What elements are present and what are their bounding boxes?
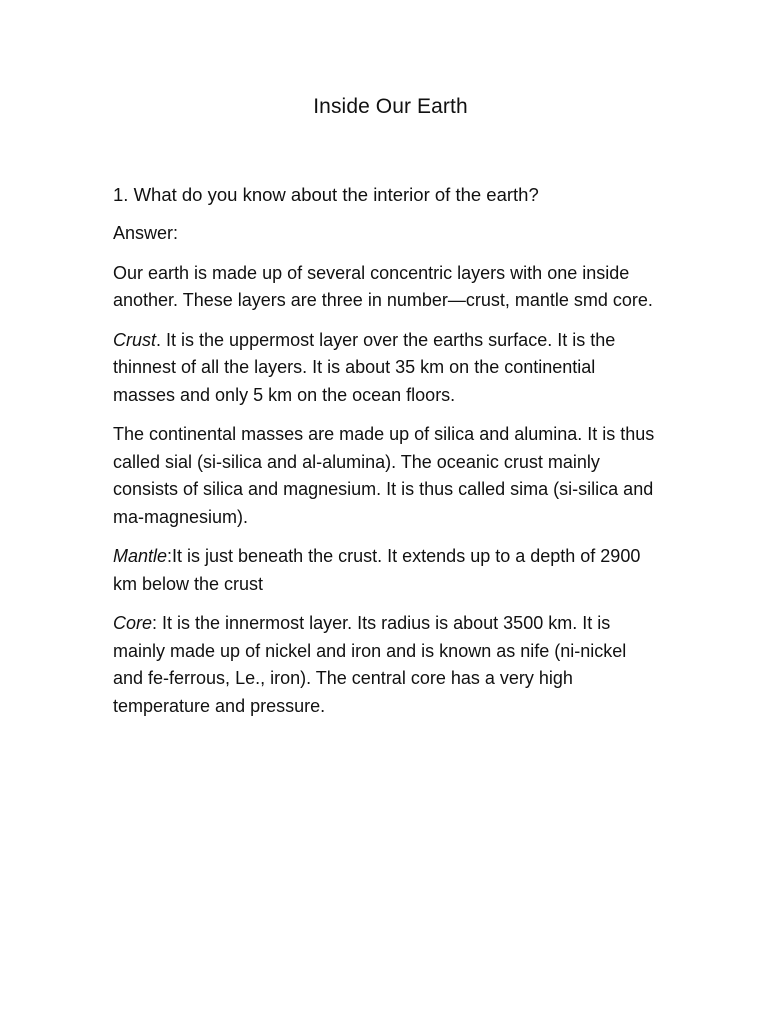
document-title: Inside Our Earth bbox=[313, 95, 468, 118]
crust-term: Crust bbox=[113, 329, 157, 350]
mantle-term: Mantle bbox=[113, 546, 168, 566]
core-paragraph bbox=[113, 610, 658, 720]
intro-paragraph: Our earth is made up of several concentric layers with one inside another. These layers are three in number—crust, mantle smd core. bbox=[113, 262, 653, 310]
sial-sima-paragraph: The continental masses are made up of silica and alumina. It is thus called sial (si-silica and al-alumina). The oceanic crust mainly consists of silica and magnesium. It is thus called sima (si-silica and ma-magnesium). bbox=[113, 424, 655, 527]
crust-text: . It is the uppermost layer over the earths surface. It is the thinnest of all the layers. It is about 35 km on the continential masses and only 5 km on the ocean floors. bbox=[113, 329, 616, 405]
question-heading: 1. What do you know about the interior of the earth? bbox=[113, 184, 539, 205]
mantle-text: :It is just beneath the crust. It extends up to a depth of 2900 km below the crust bbox=[113, 546, 641, 594]
core-text: : It is the innermost layer. Its radius is about 3500 km. It is mainly made up of nickel and iron and is known as nife (ni-nickel and fe-ferrous, Le., iron). The central core has a very high temperature and pressure. bbox=[113, 613, 627, 716]
mantle-paragraph bbox=[113, 543, 658, 598]
crust-paragraph bbox=[113, 327, 658, 410]
core-term: Core bbox=[113, 613, 153, 633]
answer-label: Answer: bbox=[113, 223, 179, 243]
